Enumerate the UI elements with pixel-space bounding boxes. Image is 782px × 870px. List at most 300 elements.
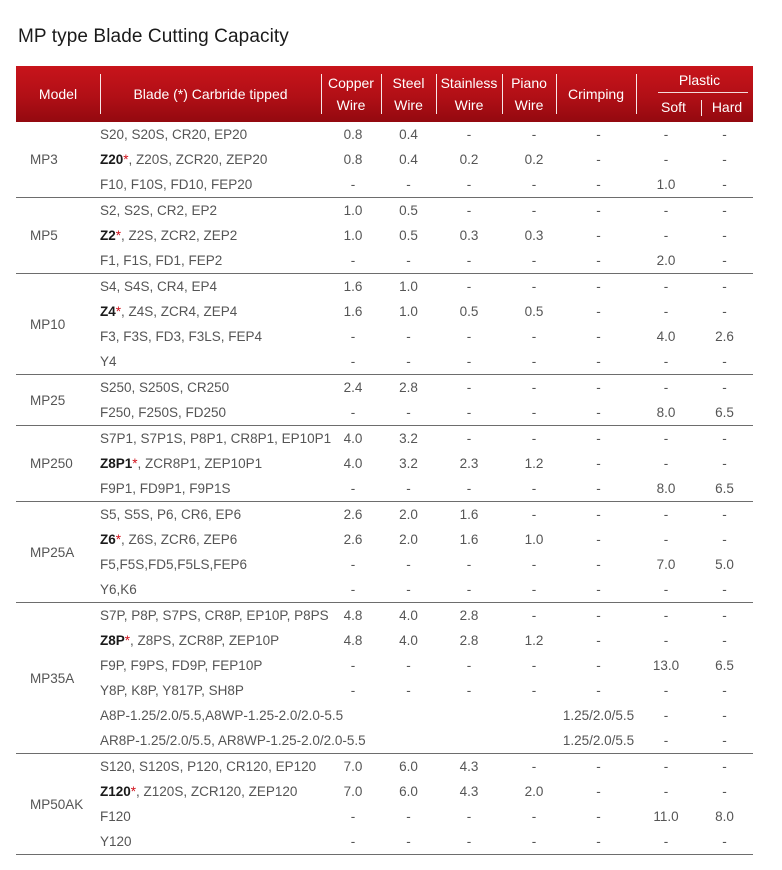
table-row — [16, 324, 753, 349]
value-cell-so: 2.0 — [656, 253, 676, 268]
value-cell-ha: - — [722, 683, 727, 698]
carbide-blade-name: Z2 — [100, 228, 116, 243]
value-cell-so: - — [663, 304, 669, 319]
value-cell-st: 0.5 — [399, 203, 418, 218]
carbide-marker: * — [115, 228, 122, 243]
value-cell-cr: - — [596, 253, 601, 268]
value-cell-ss: - — [466, 380, 472, 395]
page-title: MP type Blade Cutting Capacity — [18, 26, 289, 47]
value-cell-cr: - — [596, 431, 601, 446]
value-cell-cu: - — [350, 658, 356, 673]
value-cell-cr: - — [596, 834, 601, 849]
table-header — [16, 66, 753, 122]
value-cell-ss: - — [466, 203, 472, 218]
value-cell-pi: - — [531, 481, 537, 496]
value-cell-ss: - — [466, 481, 472, 496]
blade-list: F1, F1S, FD1, FEP2 — [100, 253, 223, 268]
value-cell-so: - — [663, 532, 669, 547]
table-row — [16, 502, 753, 527]
value-cell-cr: - — [596, 633, 601, 648]
header-crimping — [556, 66, 636, 122]
value-cell-pi: - — [531, 380, 537, 395]
value-cell-ha: - — [722, 532, 727, 547]
blade-list: , ZCR8P1, ZEP10P1 — [137, 456, 263, 471]
value-cell-ss: - — [466, 809, 472, 824]
value-cell-so: 8.0 — [656, 481, 676, 496]
blade-list: F9P1, FD9P1, F9P1S — [100, 481, 231, 496]
value-cell-cr: - — [596, 279, 601, 294]
value-cell-pi: 1.2 — [524, 633, 544, 648]
value-cell-so: - — [663, 507, 669, 522]
value-cell-ss: 0.5 — [459, 304, 479, 319]
value-cell-st: 0.5 — [399, 228, 418, 243]
value-cell-pi: - — [531, 203, 537, 218]
value-cell-ss: - — [466, 329, 472, 344]
header-stainless-line2: Wire — [454, 97, 484, 113]
value-cell-ha: - — [722, 177, 727, 192]
value-cell-cr: - — [596, 304, 601, 319]
value-cell-cu: - — [350, 253, 356, 268]
header-piano-line2: Wire — [514, 97, 544, 113]
value-cell-cr: - — [596, 380, 601, 395]
table-row — [16, 678, 753, 703]
value-cell-so: - — [663, 152, 669, 167]
model-group — [16, 274, 753, 375]
blade-list: S20, S20S, CR20, EP20 — [100, 127, 248, 142]
blade-list: Y120 — [100, 834, 132, 849]
value-cell-st: - — [406, 557, 411, 572]
value-cell-st: - — [406, 683, 411, 698]
value-cell-st: - — [406, 354, 411, 369]
blade-list: S7P1, S7P1S, P8P1, CR8P1, EP10P1 — [100, 431, 332, 446]
carbide-marker: * — [123, 152, 129, 167]
value-cell-st: 2.8 — [399, 380, 418, 395]
value-cell-pi: - — [531, 809, 537, 824]
value-cell-st: - — [406, 177, 411, 192]
value-cell-pi: - — [531, 253, 537, 268]
value-cell-st: 1.0 — [399, 304, 418, 319]
value-cell-ha: 6.5 — [715, 658, 734, 673]
value-cell-ha: - — [722, 733, 727, 748]
value-cell-so: - — [663, 127, 669, 142]
table-row — [16, 274, 753, 299]
value-cell-ha: - — [722, 708, 727, 723]
blade-cell — [100, 349, 330, 374]
model-name: MP35A — [30, 670, 75, 686]
table-row — [16, 426, 753, 451]
blade-list: Y6,K6 — [100, 582, 137, 597]
blade-list: F10, F10S, FD10, FEP20 — [100, 177, 253, 192]
value-cell-cu: - — [350, 834, 356, 849]
value-cell-st: - — [406, 809, 411, 824]
blade-list: F120 — [100, 809, 131, 824]
value-cell-pi: - — [531, 582, 537, 597]
value-cell-cr: - — [596, 354, 601, 369]
value-cell-pi: - — [531, 431, 537, 446]
value-cell-cr: - — [596, 127, 601, 142]
blade-list: , Z2S, ZCR2, ZEP2 — [121, 228, 238, 243]
carbide-marker: * — [130, 784, 137, 799]
value-cell-ss: - — [466, 658, 472, 673]
model-name: MP10 — [30, 316, 66, 332]
table-row — [16, 577, 753, 602]
value-cell-ss: 2.3 — [459, 456, 479, 471]
header-divider — [636, 74, 637, 114]
value-cell-st: 4.0 — [399, 608, 418, 623]
blade-list: S5, S5S, P6, CR6, EP6 — [100, 507, 242, 522]
value-cell-ss — [436, 703, 502, 728]
value-cell-pi: - — [531, 329, 537, 344]
table-row — [16, 754, 753, 779]
blade-cell — [100, 324, 330, 349]
value-cell-pi: 0.3 — [524, 228, 544, 243]
blade-cell — [100, 502, 330, 527]
header-plastic: Plastic — [678, 72, 721, 88]
value-cell-so: - — [663, 380, 669, 395]
value-cell-cu: - — [350, 809, 356, 824]
header-stainless-line1: Stainless — [440, 75, 498, 91]
value-cell-ha: - — [722, 608, 727, 623]
value-cell-so: - — [663, 279, 669, 294]
header-piano — [502, 66, 556, 122]
value-cell-cr: - — [596, 784, 601, 799]
value-cell-cu: 1.0 — [343, 203, 363, 218]
table-row — [16, 476, 753, 501]
value-cell-cu: 2.4 — [343, 380, 363, 395]
value-cell-ha: - — [722, 380, 727, 395]
value-cell-cu: 0.8 — [343, 152, 363, 167]
carbide-blade-name: Z8P — [100, 633, 125, 648]
value-cell-ha: - — [722, 633, 727, 648]
value-cell-st: 2.0 — [399, 507, 418, 522]
value-cell-cu: - — [350, 177, 356, 192]
value-cell-cr: 1.25/2.0/5.5 — [562, 708, 635, 723]
value-cell-ha: 6.5 — [715, 405, 734, 420]
blade-cell — [100, 400, 330, 425]
value-cell-pi: - — [531, 834, 537, 849]
blade-list: , Z6S, ZCR6, ZEP6 — [121, 532, 238, 547]
value-cell-cr: - — [596, 658, 601, 673]
table-row — [16, 147, 753, 172]
blade-list: S7P, P8P, S7PS, CR8P, EP10P, P8PS — [100, 608, 329, 623]
carbide-blade-name: Z6 — [100, 532, 116, 547]
model-group — [16, 603, 753, 754]
value-cell-ss: - — [466, 431, 472, 446]
header-plastic-underline — [658, 92, 748, 93]
blade-cell — [100, 476, 330, 501]
value-cell-so: 13.0 — [652, 658, 680, 673]
header-piano-line1: Piano — [511, 75, 547, 91]
value-cell-ha: - — [722, 253, 727, 268]
value-cell-cu — [321, 728, 385, 753]
table-row — [16, 829, 753, 854]
value-cell-ss: - — [466, 177, 472, 192]
value-cell-cr: - — [596, 683, 601, 698]
blade-cell — [100, 527, 330, 552]
header-copper-line1: Copper — [328, 75, 374, 91]
model-name: MP50AK — [30, 796, 84, 812]
value-cell-ss: 0.2 — [459, 152, 479, 167]
value-cell-pi: - — [531, 608, 537, 623]
table-row — [16, 400, 753, 425]
value-cell-cr: - — [596, 759, 601, 774]
value-cell-cu: - — [350, 329, 356, 344]
carbide-marker: * — [115, 304, 122, 319]
value-cell-ha: 6.5 — [715, 481, 734, 496]
blade-list: S4, S4S, CR4, EP4 — [100, 279, 218, 294]
blade-cell — [100, 223, 330, 248]
header-copper-line2: Wire — [336, 97, 366, 113]
value-cell-ha: - — [722, 152, 727, 167]
value-cell-so: 4.0 — [656, 329, 676, 344]
value-cell-pi: - — [531, 177, 537, 192]
value-cell-so: - — [663, 582, 669, 597]
blade-cell — [100, 779, 330, 804]
blade-cell — [100, 754, 330, 779]
value-cell-cu: 4.8 — [343, 608, 363, 623]
value-cell-so: 7.0 — [656, 557, 676, 572]
value-cell-ss: - — [466, 557, 472, 572]
blade-cell — [100, 274, 330, 299]
value-cell-ha: - — [722, 279, 727, 294]
blade-list: , Z20S, ZCR20, ZEP20 — [128, 152, 268, 167]
blade-list: Y4 — [100, 354, 117, 369]
blade-list: F250, F250S, FD250 — [100, 405, 227, 420]
value-cell-cr: - — [596, 809, 601, 824]
value-cell-ss: 1.6 — [459, 507, 479, 522]
model-group — [16, 122, 753, 198]
table-row — [16, 299, 753, 324]
value-cell-pi: - — [531, 683, 537, 698]
value-cell-cr: - — [596, 608, 601, 623]
blade-cell — [100, 426, 330, 451]
blade-cell — [100, 603, 330, 628]
value-cell-st: - — [406, 405, 411, 420]
blade-cell — [100, 451, 330, 476]
model-group — [16, 754, 753, 855]
value-cell-st: 3.2 — [399, 456, 418, 471]
value-cell-ss: - — [466, 253, 472, 268]
value-cell-st: 2.0 — [399, 532, 418, 547]
blade-cell — [100, 299, 330, 324]
header-soft: Soft — [661, 99, 686, 115]
blade-cell — [100, 147, 330, 172]
model-group — [16, 375, 753, 426]
value-cell-pi: - — [531, 279, 537, 294]
blade-list: F3, F3S, FD3, F3LS, FEP4 — [100, 329, 263, 344]
value-cell-ss: - — [466, 405, 472, 420]
blade-cell — [100, 703, 344, 728]
blade-list: F9P, F9PS, FD9P, FEP10P — [100, 658, 263, 673]
value-cell-cr: - — [596, 582, 601, 597]
value-cell-cr: - — [596, 177, 601, 192]
header-model — [16, 66, 100, 122]
carbide-blade-name: Z20 — [100, 152, 124, 167]
value-cell-st: - — [406, 658, 411, 673]
header-hard: Hard — [711, 99, 743, 115]
value-cell-ss: - — [466, 683, 472, 698]
value-cell-st: 6.0 — [399, 759, 418, 774]
header-blade — [100, 66, 321, 122]
value-cell-cu: - — [350, 582, 356, 597]
blade-cell — [100, 829, 330, 854]
value-cell-ss — [436, 728, 502, 753]
blade-cell — [100, 552, 330, 577]
blade-cell — [100, 653, 330, 678]
model-group — [16, 198, 753, 274]
value-cell-cr: - — [596, 507, 601, 522]
header-copper — [321, 66, 381, 122]
blade-list: , Z8PS, ZCR8P, ZEP10P — [130, 633, 280, 648]
value-cell-pi: 2.0 — [524, 784, 544, 799]
value-cell-pi: 1.0 — [524, 532, 544, 547]
value-cell-ha: - — [722, 582, 727, 597]
table-row — [16, 122, 753, 147]
value-cell-cu: 0.8 — [343, 127, 363, 142]
value-cell-ss: - — [466, 354, 472, 369]
value-cell-ss: - — [466, 834, 472, 849]
value-cell-so: - — [663, 633, 669, 648]
value-cell-pi: - — [531, 557, 537, 572]
value-cell-cu: - — [350, 405, 356, 420]
value-cell-st: 0.4 — [399, 127, 418, 142]
table-row — [16, 628, 753, 653]
value-cell-so: - — [663, 708, 669, 723]
value-cell-cu: 4.0 — [343, 456, 363, 471]
value-cell-cr: - — [596, 481, 601, 496]
value-cell-pi: - — [531, 127, 537, 142]
table-row — [16, 248, 753, 273]
value-cell-ha: 2.6 — [715, 329, 734, 344]
table-row — [16, 804, 753, 829]
blade-list: A8P-1.25/2.0/5.5,A8WP-1.25-2.0/2.0-5.5 — [100, 708, 344, 723]
table-row — [16, 375, 753, 400]
blade-cell — [100, 198, 330, 223]
value-cell-so: 8.0 — [656, 405, 676, 420]
header-stainless — [436, 66, 502, 122]
header-steel — [381, 66, 436, 122]
table-row — [16, 552, 753, 577]
table-row — [16, 451, 753, 476]
value-cell-ss: - — [466, 127, 472, 142]
carbide-blade-name: Z4 — [100, 304, 116, 319]
value-cell-pi: - — [531, 759, 537, 774]
value-cell-so: - — [663, 834, 669, 849]
value-cell-ha: - — [722, 127, 727, 142]
value-cell-st: 1.0 — [399, 279, 418, 294]
table-row — [16, 603, 753, 628]
value-cell-cu: - — [350, 683, 356, 698]
blade-cell — [100, 172, 330, 197]
model-name: MP25A — [30, 544, 75, 560]
value-cell-st: - — [406, 582, 411, 597]
header-model-label: Model — [38, 86, 78, 102]
value-cell-cr: - — [596, 532, 601, 547]
value-cell-so: - — [663, 203, 669, 218]
value-cell-cu: 1.6 — [343, 304, 363, 319]
value-cell-ss: 0.3 — [459, 228, 479, 243]
value-cell-ss: - — [466, 582, 472, 597]
value-cell-so: - — [663, 431, 669, 446]
value-cell-pi: - — [531, 658, 537, 673]
blade-cell — [100, 804, 330, 829]
value-cell-pi: - — [531, 405, 537, 420]
blade-list: , Z4S, ZCR4, ZEP4 — [121, 304, 238, 319]
value-cell-st: 0.4 — [399, 152, 418, 167]
value-cell-st: - — [406, 253, 411, 268]
value-cell-cr: - — [596, 456, 601, 471]
carbide-blade-name: Z8P1 — [100, 456, 133, 471]
blade-list: S2, S2S, CR2, EP2 — [100, 203, 218, 218]
table-row — [16, 703, 753, 728]
value-cell-cu — [321, 703, 385, 728]
value-cell-ss: 4.3 — [459, 759, 479, 774]
blade-list: , Z120S, ZCR120, ZEP120 — [136, 784, 298, 799]
value-cell-ha: - — [722, 203, 727, 218]
value-cell-pi: 0.2 — [524, 152, 544, 167]
header-crimping-label: Crimping — [567, 86, 624, 102]
value-cell-st: - — [406, 329, 411, 344]
value-cell-ss: 1.6 — [459, 532, 479, 547]
blade-list: AR8P-1.25/2.0/5.5, AR8WP-1.25-2.0/2.0-5.5 — [100, 733, 366, 748]
value-cell-cu: 4.8 — [343, 633, 363, 648]
blade-cell — [100, 248, 330, 273]
value-cell-ha: 5.0 — [715, 557, 734, 572]
model-name: MP5 — [30, 228, 58, 243]
value-cell-ha: - — [722, 834, 727, 849]
value-cell-cr: - — [596, 557, 601, 572]
value-cell-ss: 2.8 — [459, 608, 479, 623]
value-cell-ha: - — [722, 759, 727, 774]
value-cell-pi: 0.5 — [524, 304, 544, 319]
value-cell-ha: - — [722, 354, 727, 369]
blade-list: S120, S120S, P120, CR120, EP120 — [100, 759, 317, 774]
header-steel-line1: Steel — [392, 75, 425, 91]
value-cell-so: - — [663, 759, 669, 774]
value-cell-ha: - — [722, 456, 727, 471]
value-cell-st — [381, 703, 436, 728]
table-row — [16, 728, 753, 753]
value-cell-cr: 1.25/2.0/5.5 — [562, 733, 635, 748]
value-cell-cu: - — [350, 557, 356, 572]
blade-cell — [100, 728, 366, 753]
model-name: MP250 — [30, 456, 73, 471]
value-cell-cr: - — [596, 228, 601, 243]
value-cell-st: - — [406, 481, 411, 496]
header-blade-label: Blade (*) Carbride tipped — [133, 86, 288, 102]
value-cell-pi: - — [531, 354, 537, 369]
value-cell-st: 4.0 — [399, 633, 418, 648]
value-cell-so: 1.0 — [656, 177, 676, 192]
value-cell-cu: 7.0 — [343, 784, 363, 799]
value-cell-cu: 1.0 — [343, 228, 363, 243]
value-cell-ha: - — [722, 507, 727, 522]
model-group — [16, 502, 753, 603]
blade-cell — [100, 628, 330, 653]
value-cell-so: - — [663, 683, 669, 698]
value-cell-cr: - — [596, 405, 601, 420]
value-cell-so: 11.0 — [653, 809, 679, 824]
value-cell-so: - — [663, 784, 669, 799]
carbide-marker: * — [115, 532, 122, 547]
carbide-marker: * — [124, 633, 131, 648]
value-cell-ha: - — [722, 431, 727, 446]
value-cell-cu: 1.6 — [343, 279, 363, 294]
value-cell-ha: - — [722, 228, 727, 243]
table-row — [16, 223, 753, 248]
value-cell-pi: - — [531, 507, 537, 522]
blade-cell — [100, 122, 330, 147]
